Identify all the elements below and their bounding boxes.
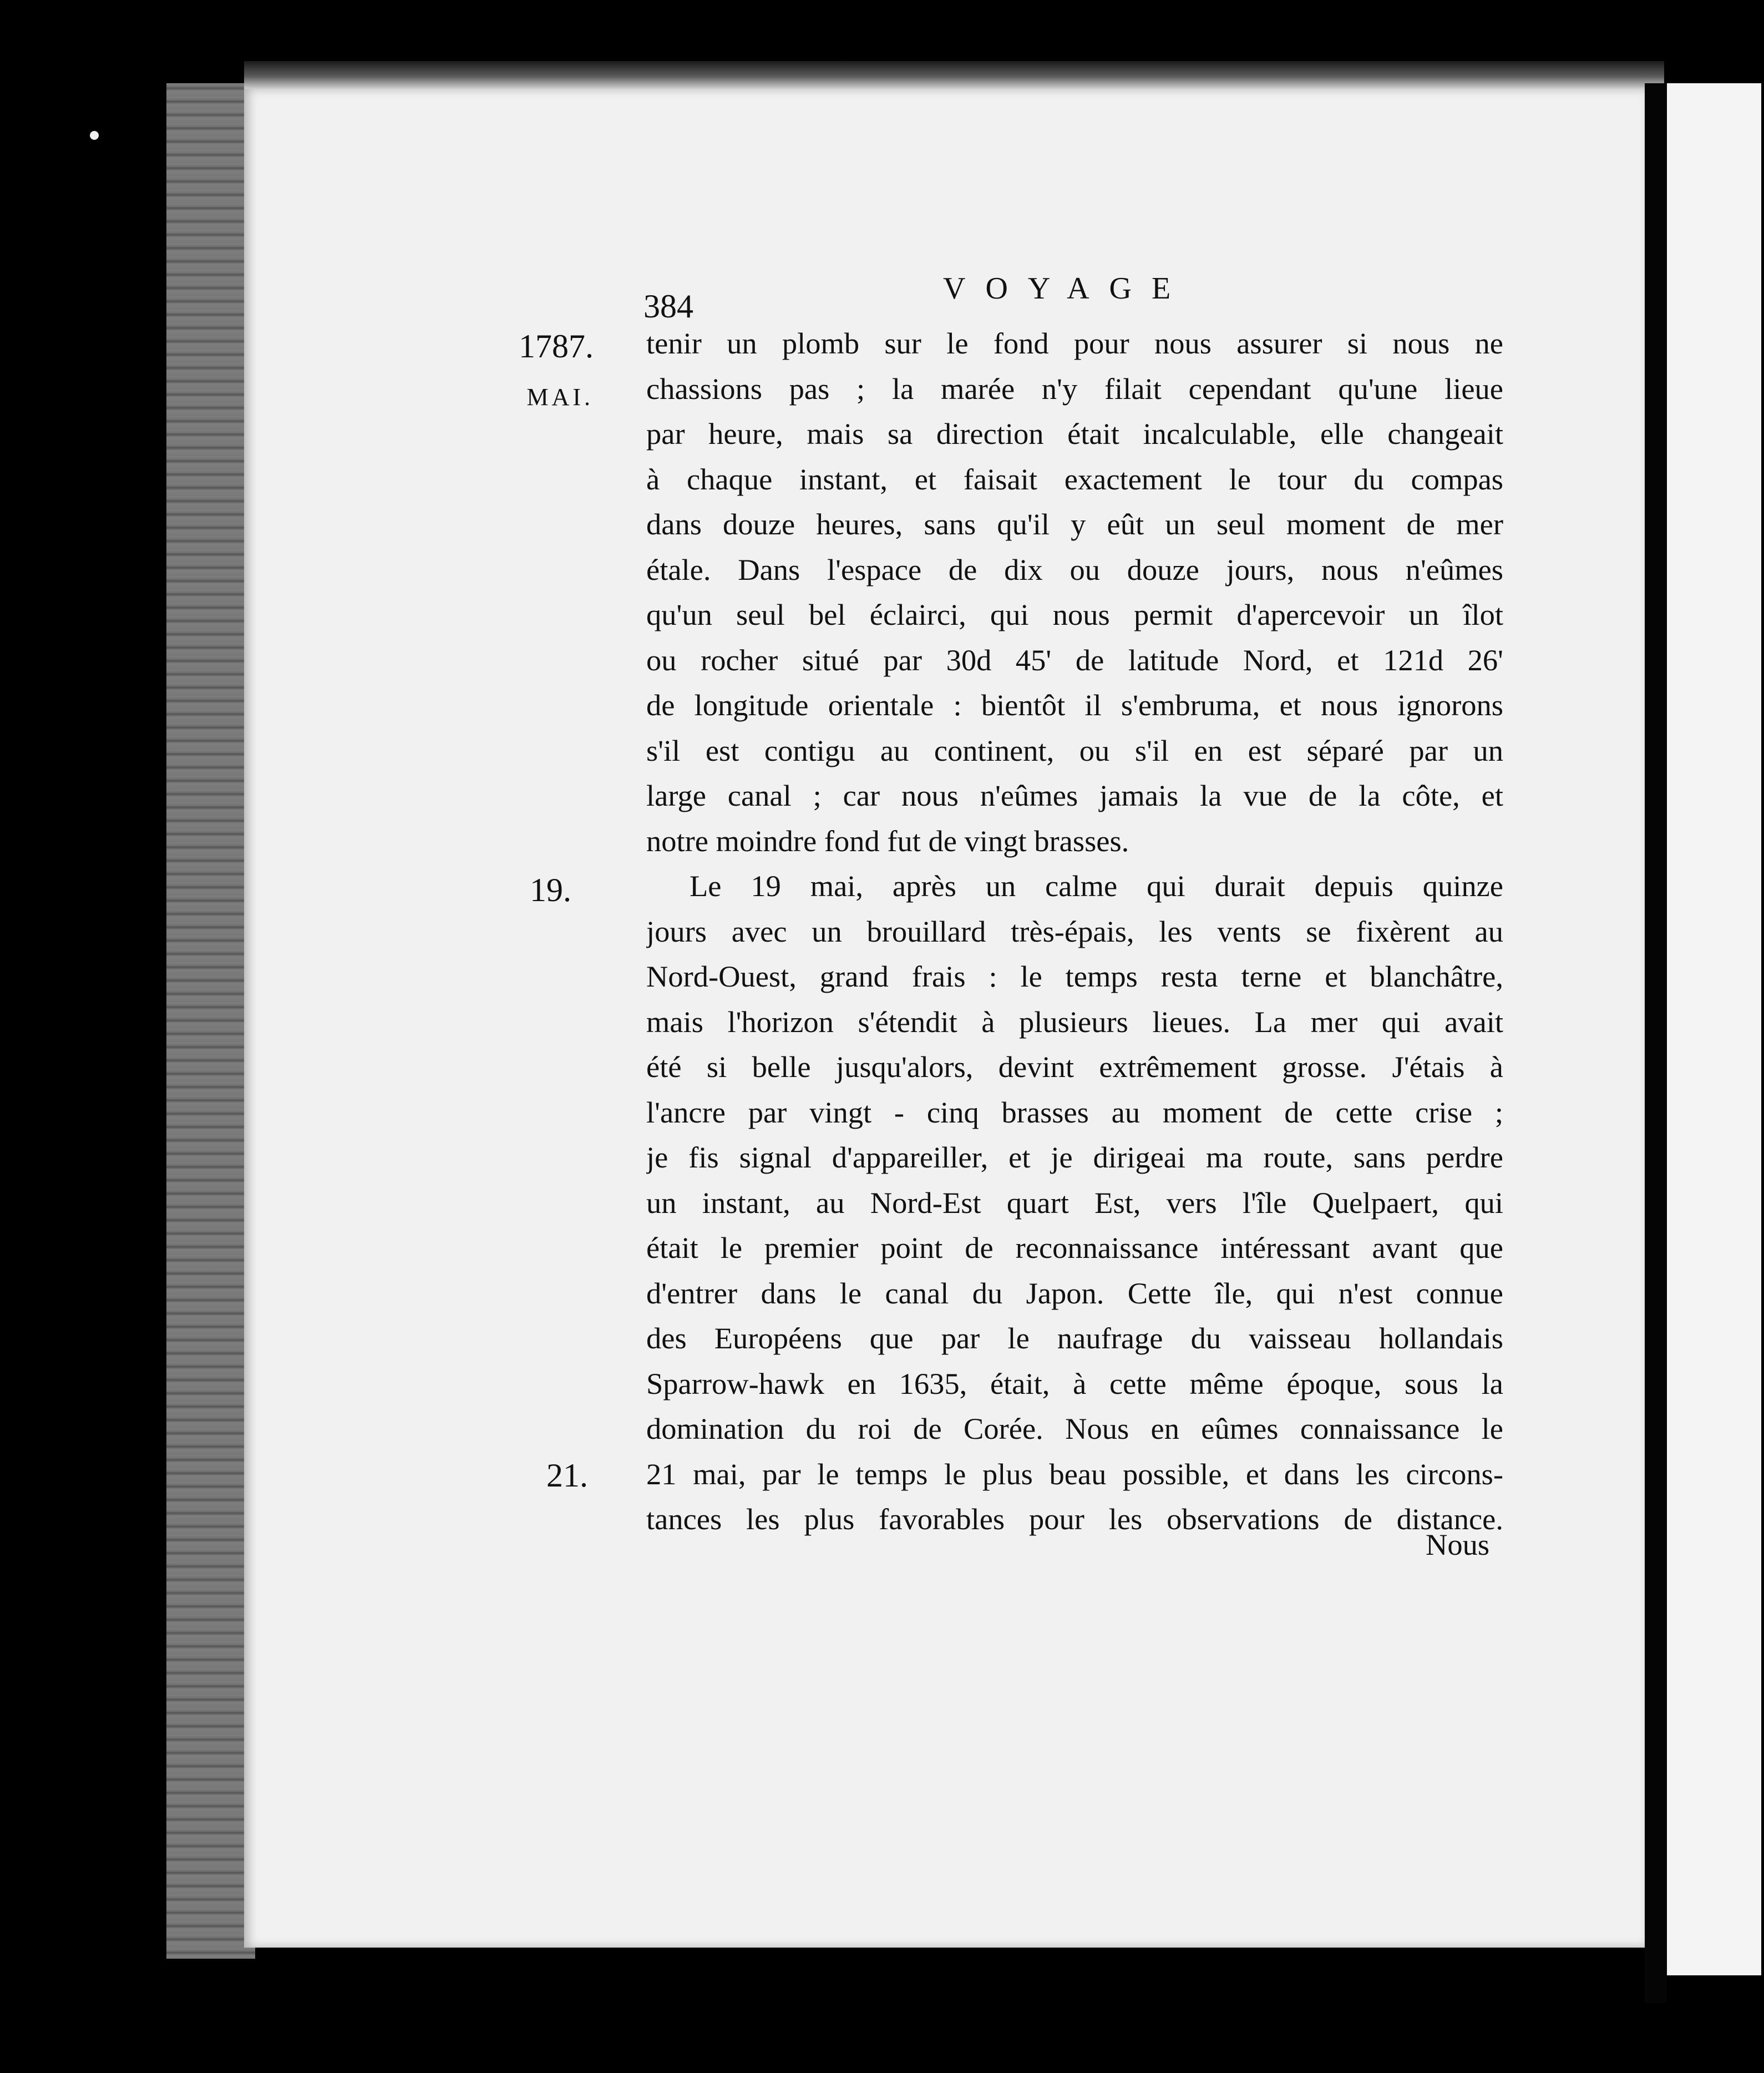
text-line: été si belle jusqu'alors, devint extrêmement grosse. J'étais à <box>646 1050 1503 1084</box>
margin-note-year: 1787. <box>519 328 594 365</box>
text-line: s'il est contigu au continent, ou s'il en est séparé par un <box>646 733 1503 767</box>
text-line: domination du roi de Corée. Nous en eûmes connaissance le <box>646 1412 1503 1445</box>
text-line: était le premier point de reconnaissance intéressant avant que <box>646 1231 1503 1265</box>
gutter-line <box>1645 83 1667 2003</box>
page-number: 384 <box>643 288 693 325</box>
text-line: tances les plus favorables pour les observations de distance. <box>646 1502 1503 1536</box>
text-line: d'entrer dans le canal du Japon. Cette île, qui n'est connue <box>646 1276 1503 1310</box>
text-line: mais l'horizon s'étendit à plusieurs lieues. La mer qui avait <box>646 1004 1503 1039</box>
text-line: jours avec un brouillard très-épais, les vents se fixèrent au <box>646 914 1503 948</box>
page-header <box>643 271 1531 325</box>
text-line: large canal ; car nous n'eûmes jamais la vue de la côte, et <box>646 778 1503 812</box>
margin-note-day-19: 19. <box>530 872 571 908</box>
text-line: chassions pas ; la marée n'y filait cependant qu'une lieue <box>646 371 1503 406</box>
text-line: dans douze heures, sans qu'il y eût un seul moment de mer <box>646 507 1503 541</box>
margin-note-month: MAI. <box>526 383 594 411</box>
running-head: VOYAGE <box>943 271 1191 306</box>
binding-edge <box>166 83 255 1959</box>
text-line: 21 mai, par le temps le plus beau possible, et dans les circons- <box>646 1457 1503 1491</box>
text-line: je fis signal d'appareiller, et je dirigeai ma route, sans perdre <box>646 1140 1503 1174</box>
text-line: à chaque instant, et faisait exactement le tour du compas <box>646 462 1503 496</box>
text-line: des Européens que par le naufrage du vaisseau hollandais <box>646 1321 1503 1355</box>
catchword: Nous <box>1426 1528 1490 1561</box>
text-line: par heure, mais sa direction était incalculable, elle changeait <box>646 417 1503 451</box>
text-line: ou rocher situé par 30d 45' de latitude Nord, et 121d 26' <box>646 643 1503 677</box>
text-line: notre moindre fond fut de vingt brasses. <box>646 823 1129 858</box>
text-line: étale. Dans l'espace de dix ou douze jours, nous n'eûmes <box>646 552 1503 586</box>
body-text <box>646 321 1503 1542</box>
text-line: tenir un plomb sur le fond pour nous assurer si nous ne <box>646 326 1503 360</box>
text-line: l'ancre par vingt - cinq brasses au moment de cette crise ; <box>646 1095 1503 1129</box>
text-line: Sparrow-hawk en 1635, était, à cette même époque, sous la <box>646 1366 1503 1400</box>
page-top-shadow <box>244 61 1664 89</box>
facing-page-edge <box>1667 83 1761 1975</box>
text-line: de longitude orientale : bientôt il s'embruma, et nous ignorons <box>646 688 1503 722</box>
text-line: un instant, au Nord-Est quart Est, vers l'île Quelpaert, qui <box>646 1185 1503 1220</box>
text-line: Nord-Ouest, grand frais : le temps resta terne et blanchâtre, <box>646 959 1503 993</box>
margin-note-day-21: 21. <box>546 1457 588 1494</box>
text-line: qu'un seul bel éclairci, qui nous permit d'apercevoir un îlot <box>646 598 1503 631</box>
text-line: Le 19 mai, après un calme qui durait depuis quinze <box>690 869 1503 903</box>
dust-speck <box>90 131 99 140</box>
